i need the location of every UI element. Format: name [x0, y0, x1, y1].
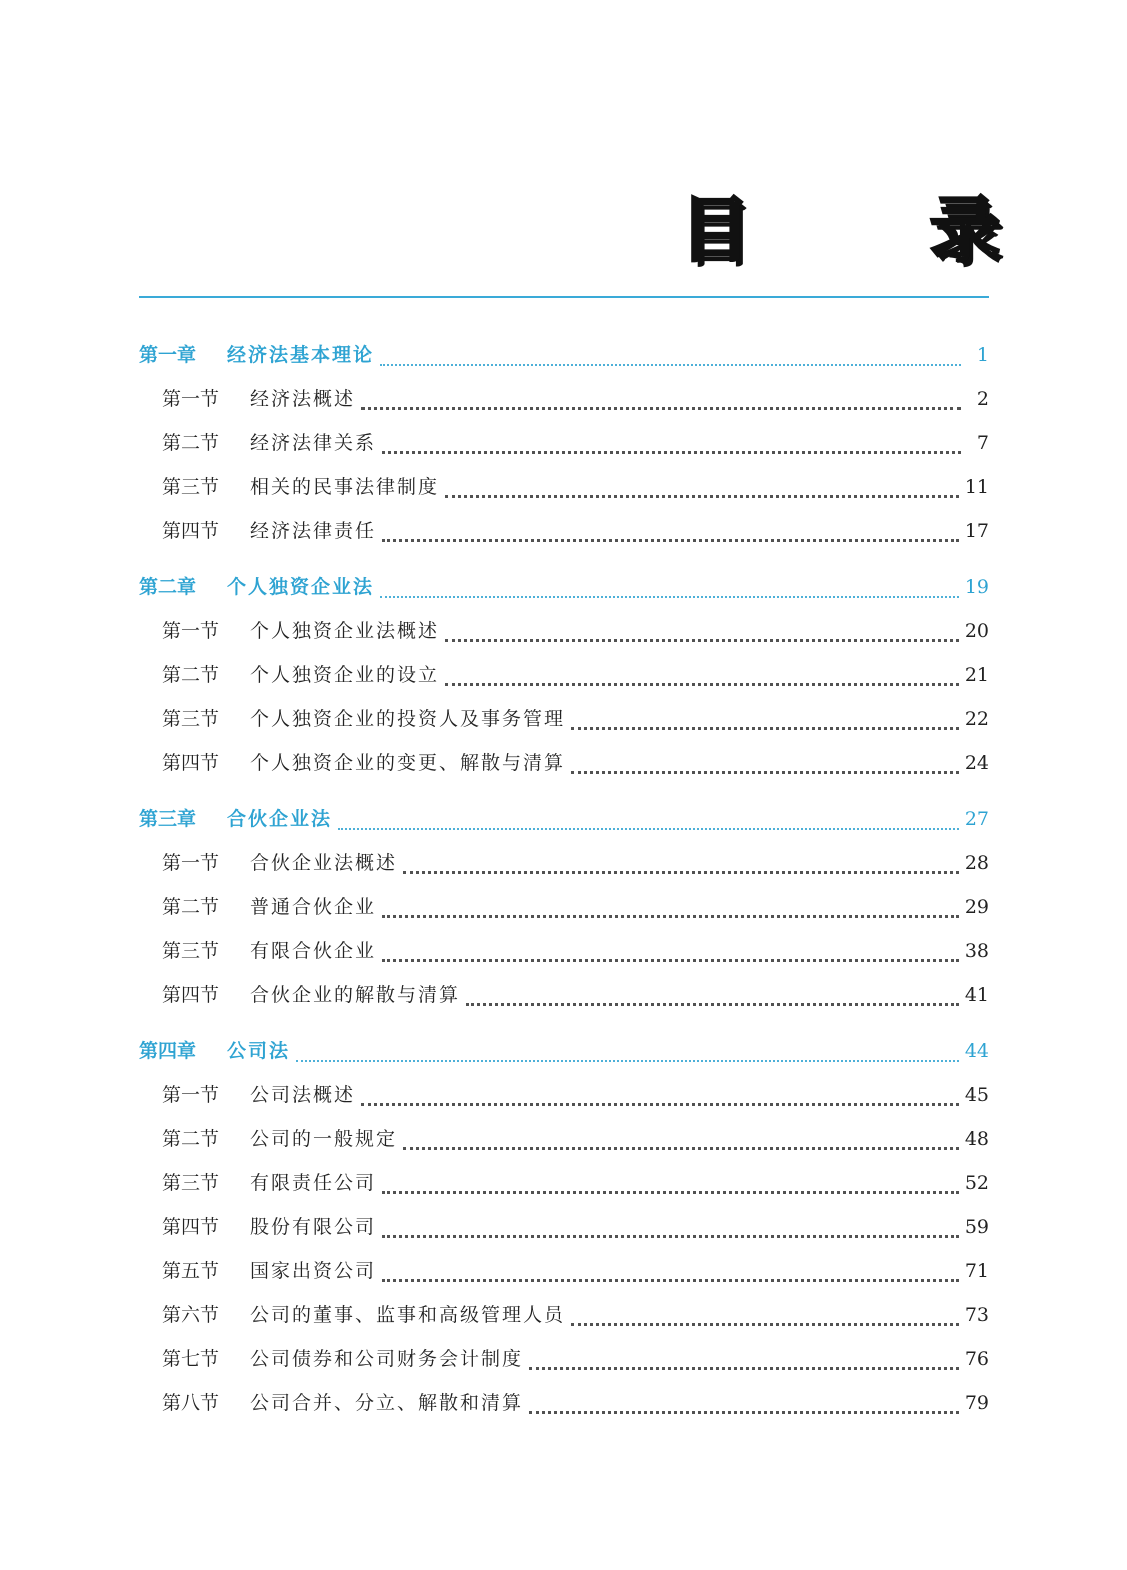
section-title: 个人独资企业法概述: [250, 620, 440, 642]
page-number: 29: [964, 896, 989, 918]
section-title: 有限责任公司: [250, 1172, 377, 1194]
dot-leader: [529, 1366, 959, 1370]
page-number: 20: [964, 620, 989, 642]
toc-section[interactable]: [139, 704, 989, 748]
page-title: [680, 190, 1000, 270]
dot-leader: [382, 1234, 959, 1238]
page-number: 79: [964, 1392, 989, 1414]
toc-chapter-2[interactable]: [139, 572, 989, 616]
title-char-lu: 录: [930, 189, 1000, 271]
chapter-number: 第四章: [139, 1040, 197, 1062]
section-title: 公司的董事、监事和高级管理人员: [250, 1304, 566, 1326]
section-number: 第三节: [162, 476, 220, 498]
section-title: 普通合伙企业: [250, 896, 377, 918]
toc-section[interactable]: [139, 980, 989, 1024]
page-number: 28: [964, 852, 989, 874]
section-title: 公司债券和公司财务会计制度: [250, 1348, 524, 1370]
chapter-title: 经济法基本理论: [227, 344, 375, 366]
section-title: 经济法概述: [250, 388, 356, 410]
section-title: 经济法律关系: [250, 432, 377, 454]
chapter-number: 第二章: [139, 576, 197, 598]
toc-section[interactable]: [139, 1124, 989, 1168]
page-number: 45: [964, 1084, 989, 1106]
toc-section[interactable]: [139, 1168, 989, 1212]
toc-section[interactable]: [139, 1388, 989, 1432]
section-title: 个人独资企业的设立: [250, 664, 440, 686]
page-number: 38: [964, 940, 989, 962]
toc-section[interactable]: [139, 1344, 989, 1388]
dot-leader: [380, 363, 961, 366]
section-number: 第六节: [162, 1304, 220, 1326]
section-number: 第二节: [162, 896, 220, 918]
chapter-title: 公司法: [227, 1040, 291, 1062]
section-number: 第二节: [162, 432, 220, 454]
section-number: 第一节: [162, 620, 220, 642]
toc-section[interactable]: [139, 936, 989, 980]
section-title: 有限合伙企业: [250, 940, 377, 962]
page-number: 27: [964, 808, 989, 830]
toc-section[interactable]: [139, 472, 989, 516]
section-number: 第四节: [162, 520, 220, 542]
dot-leader: [361, 1102, 959, 1106]
page-number: 11: [964, 476, 989, 498]
dot-leader: [571, 726, 959, 730]
section-number: 第四节: [162, 752, 220, 774]
section-title: 个人独资企业的投资人及事务管理: [250, 708, 566, 730]
page-number: 22: [964, 708, 989, 730]
table-of-contents: [139, 340, 989, 1432]
section-number: 第七节: [162, 1348, 220, 1370]
page-number: 2: [976, 388, 989, 410]
toc-section[interactable]: [139, 660, 989, 704]
dot-leader: [361, 406, 961, 410]
dot-leader: [382, 958, 959, 962]
toc-section[interactable]: [139, 616, 989, 660]
section-number: 第二节: [162, 1128, 220, 1150]
page-number: 44: [964, 1040, 989, 1062]
toc-section[interactable]: [139, 748, 989, 792]
chapter-number: 第一章: [139, 344, 197, 366]
dot-leader: [445, 638, 959, 642]
section-number: 第三节: [162, 940, 220, 962]
section-number: 第三节: [162, 1172, 220, 1194]
dot-leader: [382, 914, 959, 918]
section-title: 相关的民事法律制度: [250, 476, 440, 498]
toc-chapter-1[interactable]: [139, 340, 989, 384]
title-char-mu: 目: [680, 189, 750, 271]
section-number: 第三节: [162, 708, 220, 730]
section-title: 公司的一般规定: [250, 1128, 398, 1150]
page-number: 52: [964, 1172, 989, 1194]
page-number: 41: [964, 984, 989, 1006]
toc-section[interactable]: [139, 516, 989, 560]
dot-leader: [382, 1278, 959, 1282]
page-number: 73: [964, 1304, 989, 1326]
toc-section[interactable]: [139, 892, 989, 936]
dot-leader: [445, 682, 959, 686]
section-number: 第一节: [162, 388, 220, 410]
section-number: 第一节: [162, 1084, 220, 1106]
dot-leader: [380, 595, 959, 598]
page-number: 71: [964, 1260, 989, 1282]
page-number: 48: [964, 1128, 989, 1150]
dot-leader: [296, 1059, 959, 1062]
section-number: 第一节: [162, 852, 220, 874]
page-number: 19: [964, 576, 989, 598]
page-number: 17: [964, 520, 989, 542]
page-number: 24: [964, 752, 989, 774]
toc-section[interactable]: [139, 848, 989, 892]
dot-leader: [529, 1410, 959, 1414]
page-number: 21: [964, 664, 989, 686]
dot-leader: [403, 870, 959, 874]
section-title: 合伙企业的解散与清算: [250, 984, 461, 1006]
chapter-title: 个人独资企业法: [227, 576, 375, 598]
section-title: 国家出资公司: [250, 1260, 377, 1282]
dot-leader: [466, 1002, 959, 1006]
page-number: 1: [976, 344, 989, 366]
section-title: 合伙企业法概述: [250, 852, 398, 874]
chapter-title: 合伙企业法: [227, 808, 333, 830]
dot-leader: [571, 1322, 959, 1326]
toc-section[interactable]: [139, 1256, 989, 1300]
dot-leader: [382, 450, 961, 454]
section-title: 经济法律责任: [250, 520, 377, 542]
section-number: 第四节: [162, 984, 220, 1006]
dot-leader: [445, 494, 959, 498]
toc-section[interactable]: [139, 1212, 989, 1256]
chapter-number: 第三章: [139, 808, 197, 830]
page-number: 59: [964, 1216, 989, 1238]
toc-chapter-3[interactable]: [139, 804, 989, 848]
section-title: 公司法概述: [250, 1084, 356, 1106]
section-title: 公司合并、分立、解散和清算: [250, 1392, 524, 1414]
section-number: 第八节: [162, 1392, 220, 1414]
toc-section[interactable]: [139, 384, 989, 428]
toc-section[interactable]: [139, 1080, 989, 1124]
dot-leader: [382, 538, 959, 542]
section-number: 第二节: [162, 664, 220, 686]
section-number: 第四节: [162, 1216, 220, 1238]
toc-chapter-4[interactable]: [139, 1036, 989, 1080]
section-title: 股份有限公司: [250, 1216, 377, 1238]
dot-leader: [571, 770, 959, 774]
toc-section[interactable]: [139, 428, 989, 472]
section-number: 第五节: [162, 1260, 220, 1282]
dot-leader: [338, 827, 959, 830]
page-number: 7: [976, 432, 989, 454]
page-number: 76: [964, 1348, 989, 1370]
section-title: 个人独资企业的变更、解散与清算: [250, 752, 566, 774]
title-divider: [139, 296, 989, 298]
dot-leader: [403, 1146, 959, 1150]
toc-section[interactable]: [139, 1300, 989, 1344]
dot-leader: [382, 1190, 959, 1194]
